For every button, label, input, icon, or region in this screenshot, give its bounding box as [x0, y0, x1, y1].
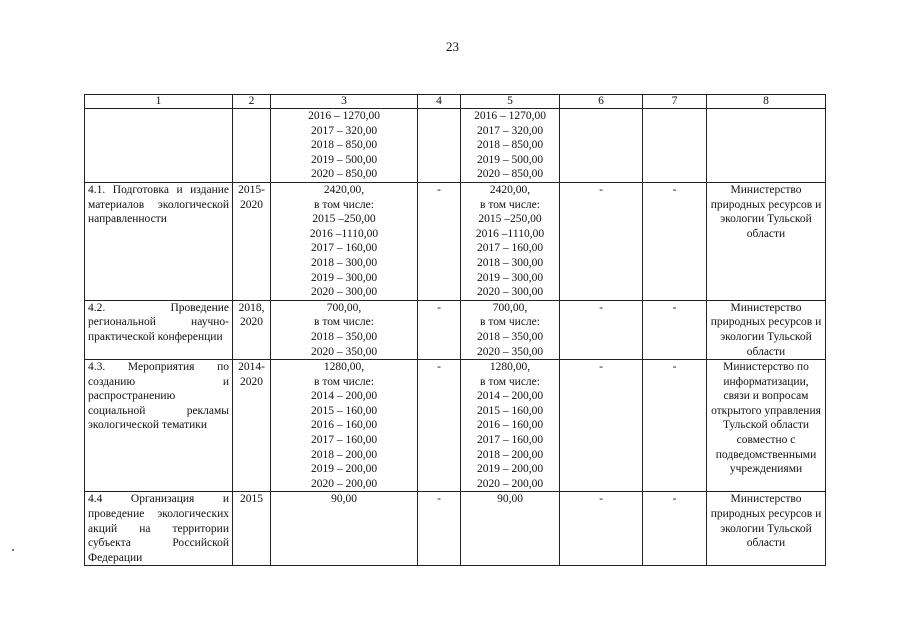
funding-line: 2014 – 200,00 — [476, 390, 544, 403]
funding-line: 90,00 — [497, 493, 523, 506]
other-funding-cell: - — [643, 300, 707, 359]
funding-line: 2016 – 160,00 — [310, 419, 378, 432]
executor-cell — [707, 109, 826, 183]
funding-line: 2017 – 160,00 — [310, 242, 378, 255]
funding-line: 2018 – 200,00 — [310, 448, 378, 461]
funding-line: 2016 – 160,00 — [476, 419, 544, 432]
activity-name-cell: 4.3. Мероприятия по созданию и распространению социальной рекламы экологической тематики — [85, 360, 233, 492]
column-header: 5 — [461, 95, 560, 109]
funding-line: в том числе: — [314, 198, 374, 211]
total-funding-cell — [271, 109, 418, 183]
executor-cell: Министерство природных ресурсов и экологии Тульской области — [707, 300, 826, 359]
funding-line: в том числе: — [314, 316, 374, 329]
funding-line: 2019 – 500,00 — [476, 153, 544, 166]
municipal-funding-cell: - — [560, 300, 643, 359]
activity-name-cell: 4.2. Проведение региональной научно-практической конференции — [85, 300, 233, 359]
column-header: 3 — [271, 95, 418, 109]
executor-cell: Министерство по информатизации, связи и вопросам открытого управления Тульской области совместно с подведомственными учреждениями — [707, 360, 826, 492]
period-cell — [233, 109, 271, 183]
funding-line: 2019 – 500,00 — [310, 153, 378, 166]
funding-line: 2017 – 320,00 — [310, 124, 378, 137]
funding-line: 700,00, — [492, 301, 528, 314]
budget-table — [84, 94, 826, 566]
municipal-funding-cell — [560, 109, 643, 183]
column-header: 7 — [643, 95, 707, 109]
funding-line: в том числе: — [480, 198, 540, 211]
funding-line: в том числе: — [480, 375, 540, 388]
funding-line: 2018 – 350,00 — [310, 330, 378, 343]
federal-funding-cell: - — [418, 492, 461, 566]
funding-line: 2014 – 200,00 — [310, 390, 378, 403]
funding-line: 90,00 — [331, 493, 357, 506]
funding-line: 2015 –250,00 — [478, 213, 542, 226]
period-cell: 2015-2020 — [233, 182, 271, 300]
column-header: 4 — [418, 95, 461, 109]
table-row — [85, 300, 826, 359]
federal-funding-cell: - — [418, 300, 461, 359]
table-row — [85, 360, 826, 492]
funding-line: 2015 – 160,00 — [476, 404, 544, 417]
total-funding-cell — [271, 182, 418, 300]
funding-line: 2020 – 850,00 — [476, 168, 544, 181]
total-funding-cell — [271, 360, 418, 492]
funding-line: 2019 – 200,00 — [476, 463, 544, 476]
activity-name-cell: 4.4 Организация и проведение экологических акций на территории субъекта Российской Федерации — [85, 492, 233, 566]
funding-line: 2016 –1110,00 — [475, 227, 545, 240]
other-funding-cell — [643, 109, 707, 183]
funding-line: 2016 – 1270,00 — [308, 110, 380, 122]
regional-funding-cell — [461, 300, 560, 359]
funding-line: 2017 – 160,00 — [476, 434, 544, 447]
executor-cell: Министерство природных ресурсов и экологии Тульской области — [707, 182, 826, 300]
funding-line: 2020 – 850,00 — [310, 168, 378, 181]
federal-funding-cell: - — [418, 360, 461, 492]
page-number: 23 — [446, 39, 459, 54]
other-funding-cell: - — [643, 182, 707, 300]
total-funding-cell — [271, 492, 418, 566]
funding-line: 2020 – 350,00 — [310, 345, 378, 358]
column-header: 6 — [560, 95, 643, 109]
funding-line: 2019 – 300,00 — [310, 271, 378, 284]
regional-funding-cell — [461, 492, 560, 566]
column-number-row — [85, 95, 826, 109]
funding-line: 2019 – 200,00 — [310, 463, 378, 476]
funding-line: 2420,00, — [323, 183, 365, 196]
other-funding-cell: - — [643, 492, 707, 566]
period-cell: 2015 — [233, 492, 271, 566]
funding-line: 2017 – 160,00 — [310, 434, 378, 447]
funding-line: 2016 –1110,00 — [309, 227, 379, 240]
funding-line: 2020 – 300,00 — [476, 286, 544, 299]
activity-name-cell — [85, 109, 233, 183]
period-cell: 2014-2020 — [233, 360, 271, 492]
funding-line: 2018 – 350,00 — [476, 330, 544, 343]
total-funding-cell — [271, 300, 418, 359]
federal-funding-cell — [418, 109, 461, 183]
column-header: 2 — [233, 95, 271, 109]
column-header: 8 — [707, 95, 826, 109]
scan-speck — [12, 549, 14, 551]
funding-line: 2420,00, — [489, 183, 531, 196]
regional-funding-cell — [461, 360, 560, 492]
funding-line: 1280,00, — [323, 361, 365, 374]
federal-funding-cell: - — [418, 182, 461, 300]
funding-line: 2018 – 850,00 — [476, 139, 544, 152]
table-row — [85, 182, 826, 300]
funding-line: 2018 – 850,00 — [310, 139, 378, 152]
funding-line: 2020 – 300,00 — [310, 286, 378, 299]
funding-line: 2018 – 300,00 — [476, 256, 544, 269]
regional-funding-cell — [461, 109, 560, 183]
funding-line: 2020 – 350,00 — [476, 345, 544, 358]
municipal-funding-cell: - — [560, 182, 643, 300]
activity-name-cell: 4.1. Подготовка и издание материалов экологической направленности — [85, 182, 233, 300]
executor-cell: Министерство природных ресурсов и экологии Тульской области — [707, 492, 826, 566]
funding-line: 2015 –250,00 — [312, 213, 376, 226]
funding-line: 1280,00, — [489, 361, 531, 374]
funding-line: 2020 – 200,00 — [476, 477, 544, 490]
funding-line: 2018 – 300,00 — [310, 256, 378, 269]
column-header: 1 — [85, 95, 233, 109]
regional-funding-cell — [461, 182, 560, 300]
other-funding-cell: - — [643, 360, 707, 492]
funding-line: в том числе: — [314, 375, 374, 388]
table-row — [85, 492, 826, 566]
funding-line: 2017 – 160,00 — [476, 242, 544, 255]
funding-line: 2020 – 200,00 — [310, 477, 378, 490]
funding-line: в том числе: — [480, 316, 540, 329]
period-cell: 2018, 2020 — [233, 300, 271, 359]
funding-line: 2016 – 1270,00 — [474, 110, 546, 122]
funding-line: 2017 – 320,00 — [476, 124, 544, 137]
municipal-funding-cell: - — [560, 492, 643, 566]
table-row — [85, 109, 826, 183]
funding-line: 700,00, — [326, 301, 362, 314]
funding-line: 2019 – 300,00 — [476, 271, 544, 284]
funding-line: 2018 – 200,00 — [476, 448, 544, 461]
municipal-funding-cell: - — [560, 360, 643, 492]
funding-line: 2015 – 160,00 — [310, 404, 378, 417]
